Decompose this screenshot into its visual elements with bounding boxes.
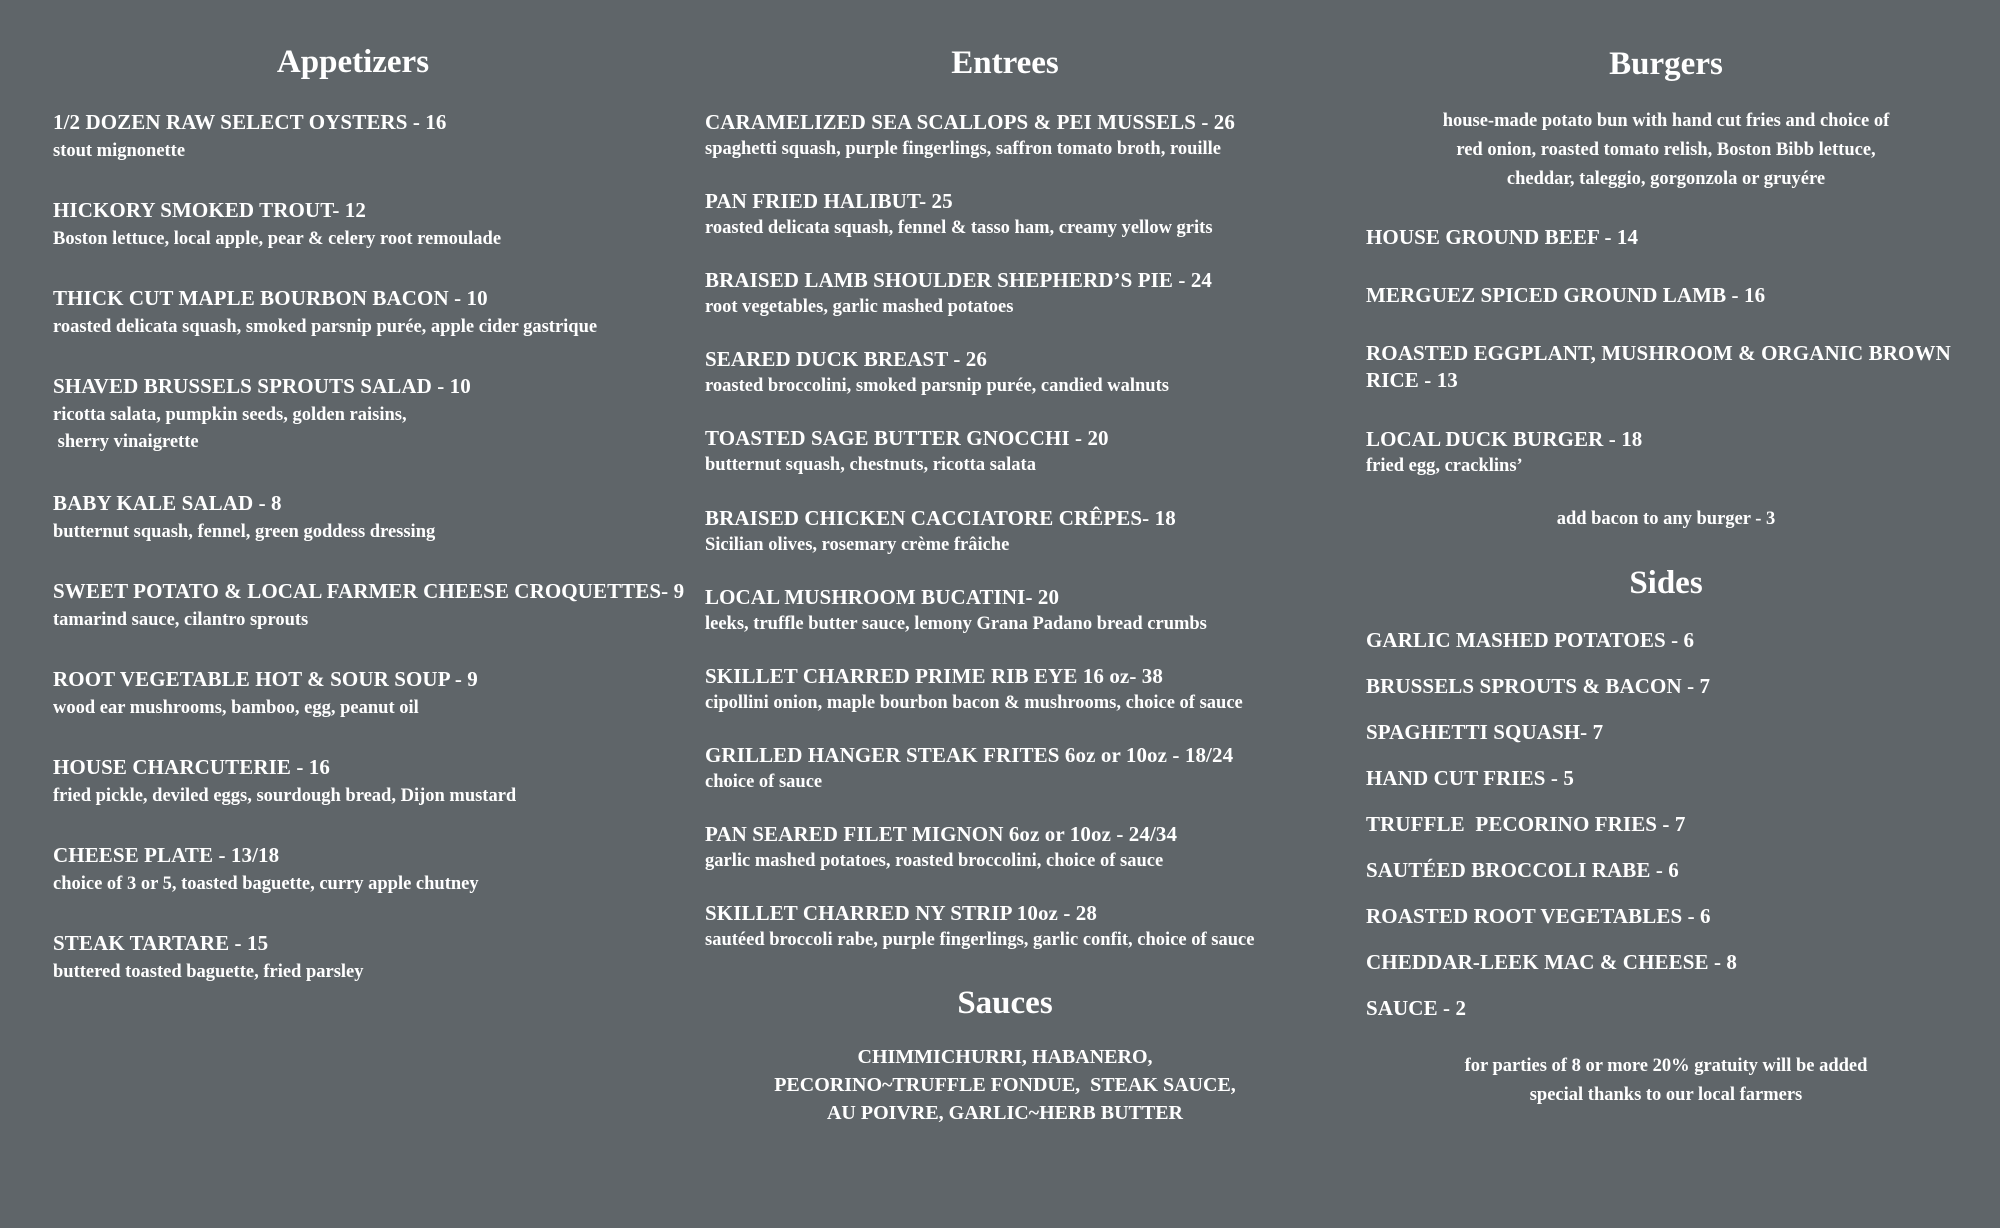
sauces-title: Sauces <box>957 985 1053 1021</box>
entrees-title: Entrees <box>951 45 1059 81</box>
entree-desc: sautéed broccoli rabe, purple fingerlings, garlic confit, choice of sauce <box>705 930 1255 950</box>
entree-desc: root vegetables, garlic mashed potatoes <box>705 297 1014 317</box>
side-item: ROASTED ROOT VEGETABLES - 6 <box>1366 904 1711 928</box>
appetizer-name: THICK CUT MAPLE BOURBON BACON - 10 <box>53 286 488 310</box>
appetizer-desc: wood ear mushrooms, bamboo, egg, peanut oil <box>53 698 419 718</box>
burger-name: RICE - 13 <box>1366 368 1458 392</box>
entree-name: LOCAL MUSHROOM BUCATINI- 20 <box>705 585 1060 609</box>
appetizer-item <box>53 197 501 253</box>
entree-desc: leeks, truffle butter sauce, lemony Grana Padano bread crumbs <box>705 614 1207 634</box>
entree-item <box>705 821 1177 875</box>
appetizer-name: SHAVED BRUSSELS SPROUTS SALAD - 10 <box>53 374 471 398</box>
burger-name: ROASTED EGGPLANT, MUSHROOM & ORGANIC BROWN <box>1366 341 1951 365</box>
appetizer-desc: stout mignonette <box>53 141 186 161</box>
thanks-note: special thanks to our local farmers <box>1529 1085 1803 1105</box>
burger-item <box>1366 340 1951 394</box>
burger-item <box>1366 282 1765 309</box>
entree-item <box>705 663 1243 717</box>
entree-item <box>705 900 1254 954</box>
sauce-line: PECORINO~TRUFFLE FONDUE, STEAK SAUCE, <box>774 1074 1236 1096</box>
appetizer-item <box>53 754 516 810</box>
side-item: SPAGHETTI SQUASH- 7 <box>1366 720 1604 744</box>
appetizer-name: STEAK TARTARE - 15 <box>53 931 269 955</box>
entree-desc: spaghetti squash, purple fingerlings, saffron tomato broth, rouille <box>705 139 1222 159</box>
burger-name: HOUSE GROUND BEEF - 14 <box>1366 225 1639 249</box>
burgers-intro-line: red onion, roasted tomato relish, Boston Bibb lettuce, <box>1456 140 1876 160</box>
entree-item <box>705 584 1207 638</box>
entree-desc: garlic mashed potatoes, roasted broccolini, choice of sauce <box>705 851 1164 871</box>
entree-item <box>705 267 1212 321</box>
side-item: SAUCE - 2 <box>1366 996 1467 1020</box>
appetizer-desc: Boston lettuce, local apple, pear & celery root remoulade <box>53 229 502 249</box>
appetizer-desc: fried pickle, deviled eggs, sourdough bread, Dijon mustard <box>53 786 517 806</box>
entree-name: SKILLET CHARRED NY STRIP 10oz - 28 <box>705 901 1097 925</box>
side-item: HAND CUT FRIES - 5 <box>1366 766 1574 790</box>
appetizer-desc: buttered toasted baguette, fried parsley <box>53 962 364 982</box>
burger-name: LOCAL DUCK BURGER - 18 <box>1366 427 1643 451</box>
burgers-intro-line: house-made potato bun with hand cut fries and choice of <box>1442 111 1890 131</box>
entree-item <box>705 742 1233 796</box>
side-item: TRUFFLE PECORINO FRIES - 7 <box>1366 812 1686 836</box>
burger-addon: add bacon to any burger - 3 <box>1556 509 1776 529</box>
appetizer-name: HICKORY SMOKED TROUT- 12 <box>53 198 367 222</box>
entree-name: BRAISED LAMB SHOULDER SHEPHERD’S PIE - 24 <box>705 268 1213 292</box>
appetizer-name: BABY KALE SALAD - 8 <box>53 491 282 515</box>
appetizer-desc: butternut squash, fennel, green goddess dressing <box>53 522 436 542</box>
appetizer-desc: tamarind sauce, cilantro sprouts <box>53 610 309 630</box>
burger-item <box>1366 426 1642 480</box>
side-item: SAUTÉED BROCCOLI RABE - 6 <box>1366 858 1679 882</box>
entree-item <box>705 188 1213 242</box>
appetizer-item <box>53 490 435 546</box>
entree-name: SKILLET CHARRED PRIME RIB EYE 16 oz- 38 <box>705 664 1163 688</box>
sauce-line: AU POIVRE, GARLIC~HERB BUTTER <box>826 1102 1183 1124</box>
appetizers-title: Appetizers <box>276 44 430 80</box>
side-item: BRUSSELS SPROUTS & BACON - 7 <box>1366 674 1711 698</box>
appetizer-name: CHEESE PLATE - 13/18 <box>53 843 280 867</box>
entree-name: GRILLED HANGER STEAK FRITES 6oz or 10oz - 18/24 <box>705 743 1234 767</box>
entree-item <box>705 505 1176 559</box>
entree-desc: cipollini onion, maple bourbon bacon & mushrooms, choice of sauce <box>705 693 1243 713</box>
entree-name: SEARED DUCK BREAST - 26 <box>705 347 987 371</box>
entree-name: BRAISED CHICKEN CACCIATORE CRÊPES- 18 <box>705 506 1176 530</box>
gratuity-note: for parties of 8 or more 20% gratuity will be added <box>1464 1056 1868 1076</box>
appetizer-name: HOUSE CHARCUTERIE - 16 <box>53 755 330 779</box>
sauce-line: CHIMMICHURRI, HABANERO, <box>857 1046 1153 1068</box>
appetizer-item <box>53 373 471 456</box>
entree-item <box>705 346 1169 400</box>
appetizer-name: ROOT VEGETABLE HOT & SOUR SOUP - 9 <box>53 667 478 691</box>
appetizer-desc: roasted delicata squash, smoked parsnip purée, apple cider gastrique <box>53 317 598 337</box>
burgers-intro <box>1366 107 1966 194</box>
entree-name: PAN SEARED FILET MIGNON 6oz or 10oz - 24/34 <box>705 822 1178 846</box>
side-item: CHEDDAR-LEEK MAC & CHEESE - 8 <box>1366 950 1738 974</box>
appetizer-item <box>53 578 684 634</box>
burgers-intro-line: cheddar, taleggio, gorgonzola or gruyére <box>1506 169 1826 189</box>
entree-desc: roasted broccolini, smoked parsnip purée, candied walnuts <box>705 376 1169 396</box>
appetizer-item <box>53 285 597 341</box>
entree-item <box>705 109 1235 163</box>
appetizer-desc: ricotta salata, pumpkin seeds, golden raisins, <box>53 405 407 425</box>
sauces-list <box>705 1043 1305 1127</box>
entree-name: PAN FRIED HALIBUT- 25 <box>705 189 953 213</box>
side-item: GARLIC MASHED POTATOES - 6 <box>1366 628 1695 652</box>
appetizer-item <box>53 666 478 722</box>
burger-desc: fried egg, cracklins’ <box>1366 456 1523 476</box>
entree-name: CARAMELIZED SEA SCALLOPS & PEI MUSSELS - 26 <box>705 110 1235 134</box>
entree-desc: butternut squash, chestnuts, ricotta salata <box>705 455 1036 475</box>
entree-desc: roasted delicata squash, fennel & tasso ham, creamy yellow grits <box>705 218 1213 238</box>
appetizer-item <box>53 109 446 165</box>
entree-desc: Sicilian olives, rosemary crème frâiche <box>705 535 1010 555</box>
burger-name: MERGUEZ SPICED GROUND LAMB - 16 <box>1366 283 1766 307</box>
entree-name: TOASTED SAGE BUTTER GNOCCHI - 20 <box>705 426 1109 450</box>
appetizer-item <box>53 930 364 986</box>
appetizer-item <box>53 842 479 898</box>
appetizer-name: SWEET POTATO & LOCAL FARMER CHEESE CROQUETTES- 9 <box>53 579 685 603</box>
appetizer-desc: choice of 3 or 5, toasted baguette, curry apple chutney <box>53 874 479 894</box>
burger-item <box>1366 224 1638 251</box>
sides-title: Sides <box>1629 565 1703 601</box>
appetizer-desc: sherry vinaigrette <box>53 432 199 452</box>
entree-item <box>705 425 1109 479</box>
entree-desc: choice of sauce <box>705 772 823 792</box>
appetizer-name: 1/2 DOZEN RAW SELECT OYSTERS - 16 <box>53 110 447 134</box>
burgers-title: Burgers <box>1609 46 1723 82</box>
footer-notes <box>1366 1052 1966 1110</box>
